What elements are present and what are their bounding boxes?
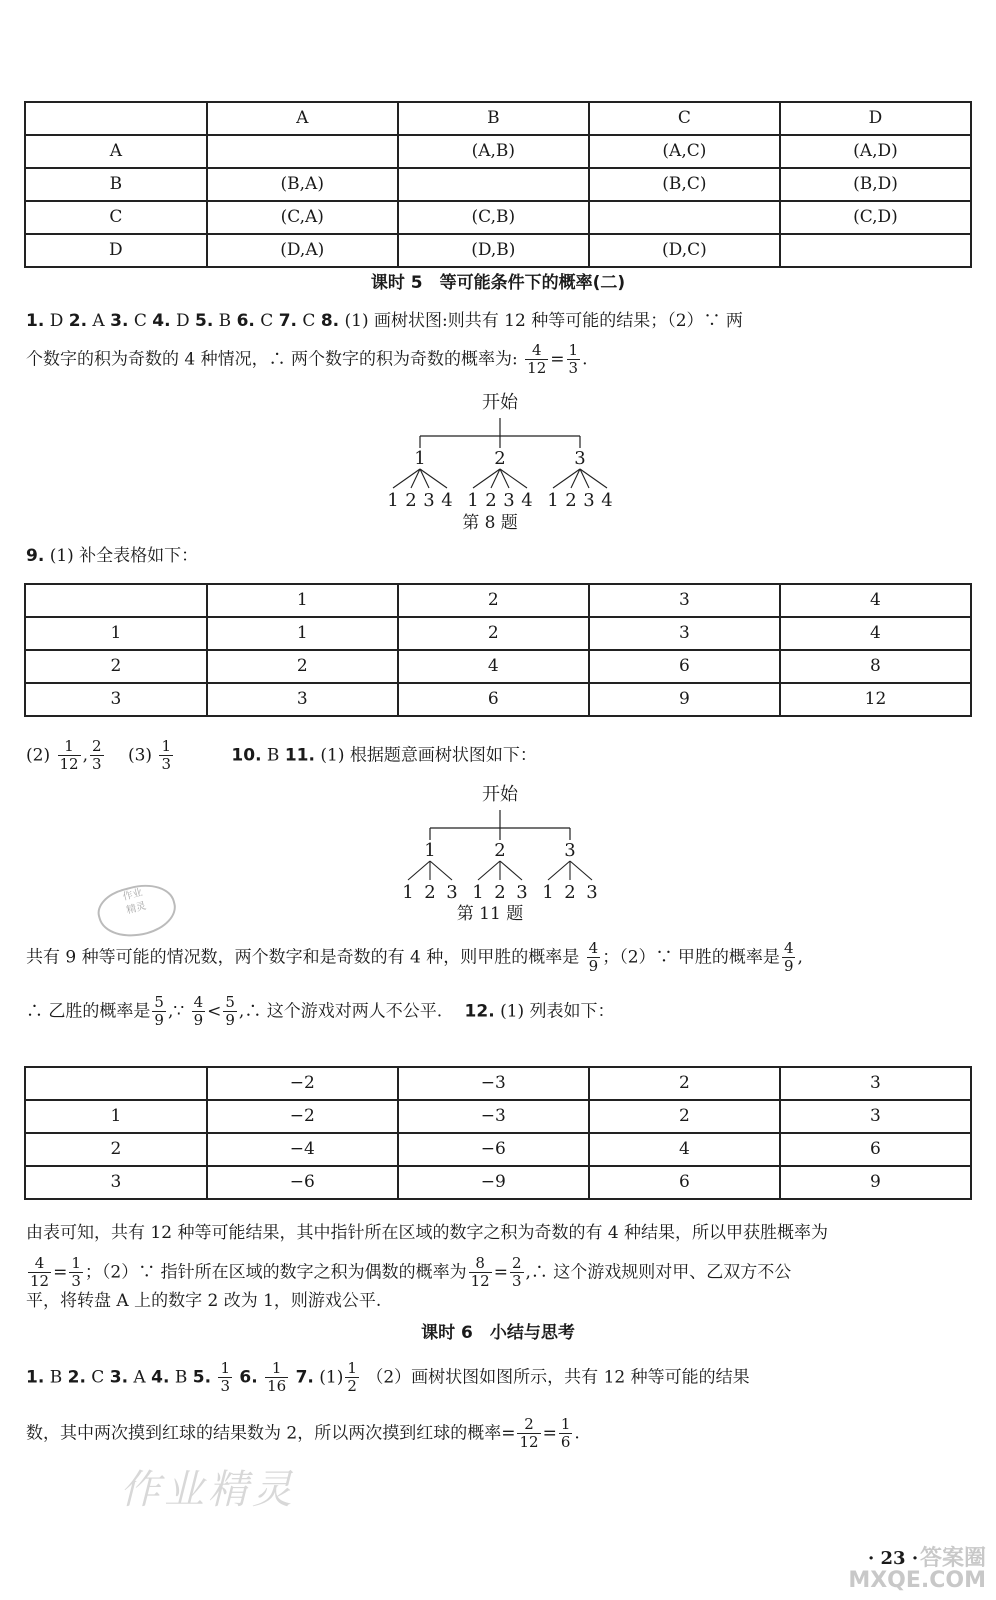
table-cell: 2 <box>398 584 589 617</box>
tree-leaf: 3 <box>503 490 515 511</box>
table-cell: 4 <box>589 1133 780 1166</box>
stamp-seal: 作业 精灵 <box>93 877 181 945</box>
tree-root: 开始 <box>482 784 518 805</box>
fraction: $\frac{4}{9}$ <box>588 939 599 976</box>
lesson6-heading: 课时 6 小结与思考 <box>421 1323 575 1343</box>
table-cell: 8 <box>780 650 971 683</box>
table-cell: 9 <box>589 683 780 716</box>
table-cell: (C,D) <box>780 201 971 234</box>
tree-leaf: 4 <box>601 490 613 511</box>
table-cell: 12 <box>780 683 971 716</box>
table-cell: 3 <box>589 584 780 617</box>
tree-leaf: 1 <box>387 490 399 511</box>
fraction: $\frac{4}{9}$ <box>783 939 794 976</box>
lesson6-line1: 1. B 2. C 3. A 4. B 5. $\frac{1}{3}$ 6. $\frac{1}{16}$ 7. (1) $\frac{1}{2}$ （2）画树状图如图所示，共有 12 种等可能的结果 <box>26 1359 750 1396</box>
tree-branch: 1 <box>424 840 436 861</box>
table-cell: −6 <box>207 1166 398 1199</box>
table-cell: 6 <box>589 650 780 683</box>
table-cell: 3 <box>207 683 398 716</box>
table-cell: −3 <box>398 1100 589 1133</box>
tree-leaf: 1 <box>402 882 414 903</box>
page-number: · 23 · <box>868 1548 919 1569</box>
lesson5-answers-line2: 个数字的积为奇数的 4 种情况，∴ 两个数字的积为奇数的概率为: $\frac{4}{12}$ = $\frac{1}{3}$ . <box>26 341 588 378</box>
table-cell: 1 <box>207 584 398 617</box>
table-cell: (C,B) <box>398 201 589 234</box>
fraction: $\frac{5}{9}$ <box>225 993 235 1030</box>
fraction: $\frac{1}{3}$ <box>161 737 171 774</box>
table-cell: 4 <box>780 617 971 650</box>
table-cell: −4 <box>207 1133 398 1166</box>
table-cell <box>780 234 971 267</box>
table-cell: (B,C) <box>589 168 780 201</box>
fraction: $\frac{4}{9}$ <box>193 993 204 1030</box>
table-cell: −6 <box>398 1133 589 1166</box>
tree-root: 开始 <box>482 392 518 413</box>
fraction: $\frac{1}{3}$ <box>71 1254 81 1291</box>
fraction: $\frac{2}{3}$ <box>511 1254 522 1291</box>
tree-leaf: 2 <box>494 882 506 903</box>
tree-leaf: 2 <box>424 882 436 903</box>
tree-leaf: 3 <box>583 490 595 511</box>
table-cell: −9 <box>398 1166 589 1199</box>
table-cell <box>25 102 207 135</box>
tree-caption-q11: 第 11 题 <box>456 904 524 924</box>
table-pairs <box>24 101 972 268</box>
table-cell <box>589 201 780 234</box>
tree-leaf: 4 <box>441 490 453 511</box>
table-cell: 2 <box>25 1133 207 1166</box>
table-row <box>25 1067 971 1100</box>
table-cell: (B,D) <box>780 168 971 201</box>
table-cell: 9 <box>780 1166 971 1199</box>
lesson5-heading: 课时 5 等可能条件下的概率(二) <box>370 273 626 293</box>
table-cell: B <box>25 168 207 201</box>
table-products <box>24 583 972 717</box>
table-cell: 3 <box>589 617 780 650</box>
table-cell: D <box>780 102 971 135</box>
table-cell: 6 <box>589 1166 780 1199</box>
table-cell: 2 <box>398 617 589 650</box>
table-cell: −2 <box>207 1067 398 1100</box>
table-cell: 3 <box>25 683 207 716</box>
tree-leaf: 1 <box>472 882 484 903</box>
table-cell: D <box>25 234 207 267</box>
table-cell: (D,B) <box>398 234 589 267</box>
table-cell: C <box>589 102 780 135</box>
table-row <box>25 135 971 168</box>
q12-line1: 由表可知，共有 12 种等可能结果，其中指针所在区域的数字之积为奇数的有 4 种结果，所以甲获胜概率为 <box>26 1223 829 1243</box>
table-cell <box>25 1067 207 1100</box>
q11-line1: 共有 9 种等可能的情况数，两个数字和是奇数的有 4 种，则甲胜的概率是 $\frac{4}{9}$ ；（2）∵ 甲胜的概率是 $\frac{4}{9}$ , <box>26 939 803 976</box>
table-cell: 4 <box>398 650 589 683</box>
lesson5-answers-line1: 1. D 2. A 3. C 4. D 5. B 6. C 7. C 8. (1) 画树状图:则共有 12 种等可能的结果；（2）∵ 两 <box>26 311 743 331</box>
table-cell: (B,A) <box>207 168 398 201</box>
watermark: 作业精灵 <box>120 1467 296 1513</box>
table-spinner-products <box>24 1066 972 1200</box>
table-cell: −3 <box>398 1067 589 1100</box>
fraction: $\frac{2}{3}$ <box>92 737 102 774</box>
q9-intro: 9. (1) 补全表格如下： <box>26 546 199 566</box>
fraction: $\frac{5}{9}$ <box>154 993 164 1030</box>
q9-q10-q11-line: (2) $\frac{1}{12}$ , $\frac{2}{3}$ (3) $\frac{1}{3}$ 10. B 11. (1) 根据题意画树状图如下： <box>26 737 537 774</box>
table-cell: 6 <box>398 683 589 716</box>
tree-branch: 3 <box>564 840 576 861</box>
table-cell: A <box>207 102 398 135</box>
tree-diagram-q11 <box>380 780 620 905</box>
table-cell: (A,D) <box>780 135 971 168</box>
table-cell: (A,B) <box>398 135 589 168</box>
table-cell: 3 <box>780 1067 971 1100</box>
fraction: $\frac{1}{3}$ <box>568 341 579 378</box>
fraction: $\frac{1}{3}$ <box>220 1359 230 1396</box>
table-cell: (A,C) <box>589 135 780 168</box>
fraction: $\frac{8}{12}$ <box>470 1254 490 1291</box>
table-cell: 1 <box>25 617 207 650</box>
tree-leaf: 1 <box>542 882 554 903</box>
tree-leaf: 3 <box>586 882 598 903</box>
fraction: $\frac{1}{6}$ <box>560 1415 571 1452</box>
tree-branch: 1 <box>414 448 426 469</box>
tree-branch: 3 <box>574 448 586 469</box>
fraction: $\frac{1}{2}$ <box>347 1359 357 1396</box>
tree-branch: 2 <box>494 840 506 861</box>
table-cell: −2 <box>207 1100 398 1133</box>
tree-leaf: 2 <box>565 490 577 511</box>
table-row <box>25 617 971 650</box>
table-cell: 4 <box>780 584 971 617</box>
tree-leaf: 4 <box>521 490 533 511</box>
fraction: $\frac{2}{12}$ <box>519 1415 539 1452</box>
lesson6-line2: 数，其中两次摸到红球的结果数为 2，所以两次摸到红球的概率= $\frac{2}{12}$ = $\frac{1}{6}$ . <box>26 1415 580 1452</box>
q12-line3: 平，将转盘 A 上的数字 2 改为 1，则游戏公平. <box>26 1291 382 1311</box>
tree-branch: 2 <box>494 448 506 469</box>
table-row <box>25 584 971 617</box>
table-row <box>25 168 971 201</box>
tree-leaf: 3 <box>423 490 435 511</box>
table-cell <box>207 135 398 168</box>
tree-leaf: 1 <box>467 490 479 511</box>
table-row <box>25 201 971 234</box>
tree-leaf: 3 <box>446 882 458 903</box>
table-cell: (C,A) <box>207 201 398 234</box>
tree-leaf: 1 <box>547 490 559 511</box>
table-row <box>25 234 971 267</box>
fraction: $\frac{1}{16}$ <box>267 1359 287 1396</box>
table-cell: (D,C) <box>589 234 780 267</box>
table-cell: 6 <box>780 1133 971 1166</box>
table-cell: 2 <box>25 650 207 683</box>
table-row <box>25 683 971 716</box>
table-cell: 2 <box>589 1067 780 1100</box>
table-row <box>25 102 971 135</box>
table-row <box>25 1133 971 1166</box>
tree-leaf: 2 <box>564 882 576 903</box>
table-row <box>25 1166 971 1199</box>
table-cell: 1 <box>207 617 398 650</box>
tree-leaf: 2 <box>405 490 417 511</box>
table-cell: C <box>25 201 207 234</box>
fraction: $\frac{4}{12}$ <box>527 341 547 378</box>
table-cell: A <box>25 135 207 168</box>
table-row <box>25 1100 971 1133</box>
tree-diagram-q8 <box>360 388 640 513</box>
tree-leaf: 3 <box>516 882 528 903</box>
table-cell: 2 <box>589 1100 780 1133</box>
tree-caption-q8: 第 8 题 <box>462 513 518 533</box>
table-cell <box>398 168 589 201</box>
table-cell: (D,A) <box>207 234 398 267</box>
tree-leaf: 2 <box>485 490 497 511</box>
table-row <box>25 650 971 683</box>
table-cell <box>25 584 207 617</box>
table-cell: 3 <box>780 1100 971 1133</box>
table-cell: 2 <box>207 650 398 683</box>
fraction: $\frac{1}{12}$ <box>59 737 79 774</box>
q11-line2: ∴ 乙胜的概率是 $\frac{5}{9}$ ,∵ $\frac{4}{9}$ < $\frac{5}{9}$ ,∴ 这个游戏对两人不公平. 12. (1) 列表如下： <box>26 993 615 1030</box>
q12-line2: $\frac{4}{12}$ = $\frac{1}{3}$ ；（2）∵ 指针所在区域的数字之积为偶数的概率为 $\frac{8}{12}$ = $\frac{2}{3}$ ,∴ 这个游戏规则对甲、乙双方不公 <box>30 1254 792 1291</box>
table-cell: B <box>398 102 589 135</box>
corner-watermark: 答案圈 MXQE.COM <box>848 1546 986 1593</box>
table-cell: 1 <box>25 1100 207 1133</box>
table-cell: 3 <box>25 1166 207 1199</box>
fraction: $\frac{4}{12}$ <box>30 1254 50 1291</box>
